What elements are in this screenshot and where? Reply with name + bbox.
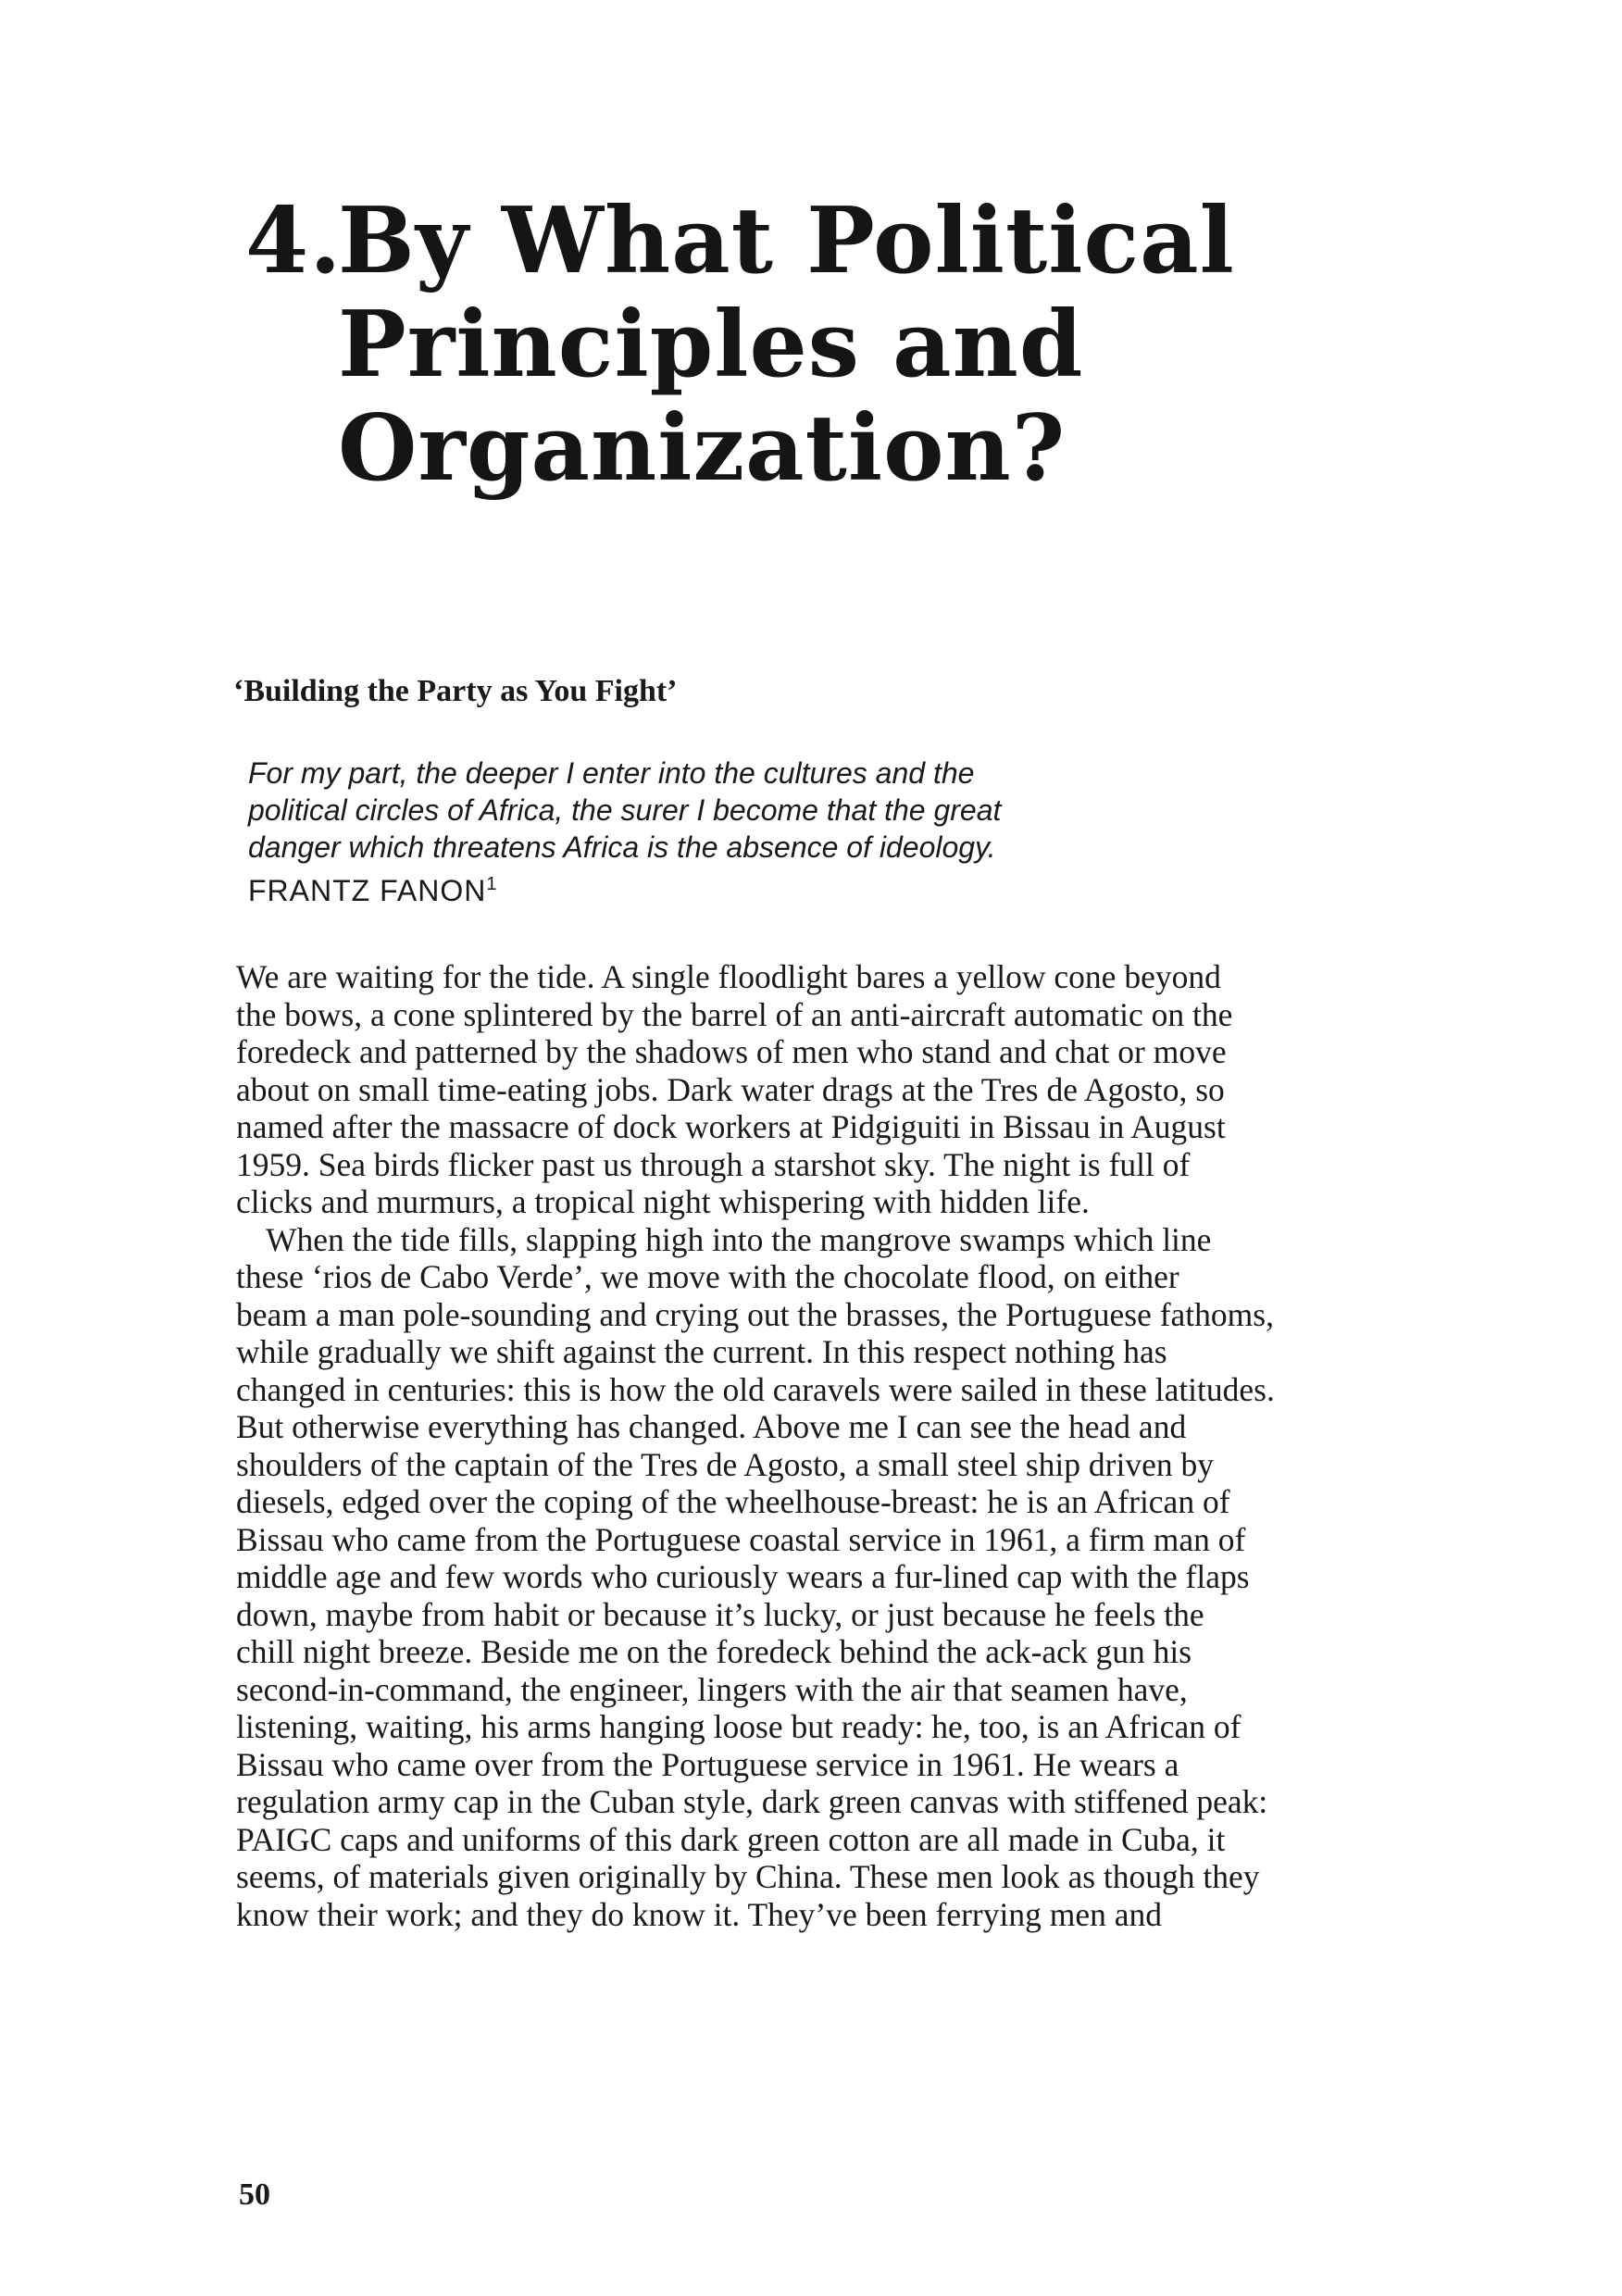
body-line: Bissau who came over from the Portuguese service in 1961. He wears a bbox=[236, 1745, 1179, 1783]
chapter-number: 4. bbox=[245, 188, 343, 294]
body-line: middle age and few words who curiously wears a fur-lined cap with the flaps bbox=[236, 1558, 1250, 1595]
body-line: shoulders of the captain of the Tres de Agosto, a small steel ship driven by bbox=[236, 1445, 1214, 1483]
section-heading: ‘Building the Party as You Fight’ bbox=[233, 674, 678, 708]
body-line: second-in-command, the engineer, lingers with the air that seamen have, bbox=[236, 1670, 1188, 1708]
body-line: the bows, a cone splintered by the barrel of an anti-aircraft automatic on the bbox=[236, 995, 1233, 1033]
body-text bbox=[236, 958, 1403, 1933]
body-line: know their work; and they do know it. They’ve been ferrying men and bbox=[236, 1895, 1162, 1933]
body-line: chill night breeze. Beside me on the foredeck behind the ack-ack gun his bbox=[236, 1633, 1192, 1670]
body-line: PAIGC caps and uniforms of this dark green cotton are all made in Cuba, it bbox=[236, 1820, 1226, 1858]
chapter-title-line-2: Principles and bbox=[338, 292, 1084, 398]
body-line: Bissau who came from the Portuguese coastal service in 1961, a firm man of bbox=[236, 1520, 1246, 1558]
body-line: down, maybe from habit or because it’s lucky, or just because he feels the bbox=[236, 1595, 1204, 1633]
body-line: We are waiting for the tide. A single floodlight bares a yellow cone beyond bbox=[236, 958, 1221, 995]
chapter-title bbox=[245, 190, 1235, 501]
body-line: these ‘rios de Cabo Verde’, we move with the chocolate flood, on either bbox=[236, 1258, 1179, 1295]
footnote-mark: 1 bbox=[486, 874, 498, 894]
body-line: regulation army cap in the Cuban style, dark green canvas with stiffened peak: bbox=[236, 1783, 1268, 1820]
body-line: seems, of materials given originally by China. These men look as though they bbox=[236, 1858, 1260, 1895]
body-line: while gradually we shift against the current. In this respect nothing has bbox=[236, 1333, 1167, 1370]
body-line: about on small time-eating jobs. Dark water drags at the Tres de Agosto, so bbox=[236, 1070, 1225, 1108]
body-line: named after the massacre of dock workers at Pidgiguiti in Bissau in August bbox=[236, 1108, 1226, 1145]
body-line: foredeck and patterned by the shadows of men who stand and chat or move bbox=[236, 1033, 1227, 1070]
chapter-title-line-1: 4.By What Political bbox=[245, 188, 1235, 294]
body-line: diesels, edged over the coping of the wheelhouse-breast: he is an African of bbox=[236, 1483, 1230, 1520]
body-line: 1959. Sea birds flicker past us through a starshot sky. The night is full of bbox=[236, 1145, 1191, 1183]
body-line: beam a man pole-sounding and crying out the brasses, the Portuguese fathoms, bbox=[236, 1295, 1274, 1333]
page-number: 50 bbox=[239, 2177, 270, 2212]
body-line: listening, waiting, his arms hanging loose but ready: he, too, is an African of bbox=[236, 1708, 1241, 1745]
epigraph-line: political circles of Africa, the surer I become that the great bbox=[248, 793, 1002, 827]
body-line: When the tide fills, slapping high into the mangrove swamps which line bbox=[266, 1220, 1212, 1258]
body-line: changed in centuries: this is how the old caravels were sailed in these latitudes. bbox=[236, 1370, 1275, 1408]
epigraph-line: For my part, the deeper I enter into the cultures and the bbox=[248, 756, 975, 790]
epigraph bbox=[248, 755, 1174, 909]
body-line: clicks and murmurs, a tropical night whispering with hidden life. bbox=[236, 1183, 1090, 1220]
chapter-title-line-3: Organization? bbox=[338, 395, 1067, 502]
body-line: But otherwise everything has changed. Above me I can see the head and bbox=[236, 1408, 1187, 1445]
epigraph-attribution: FRANTZ FANON$^1$ bbox=[248, 874, 498, 907]
epigraph-line: danger which threatens Africa is the absence of ideology. bbox=[248, 830, 996, 864]
